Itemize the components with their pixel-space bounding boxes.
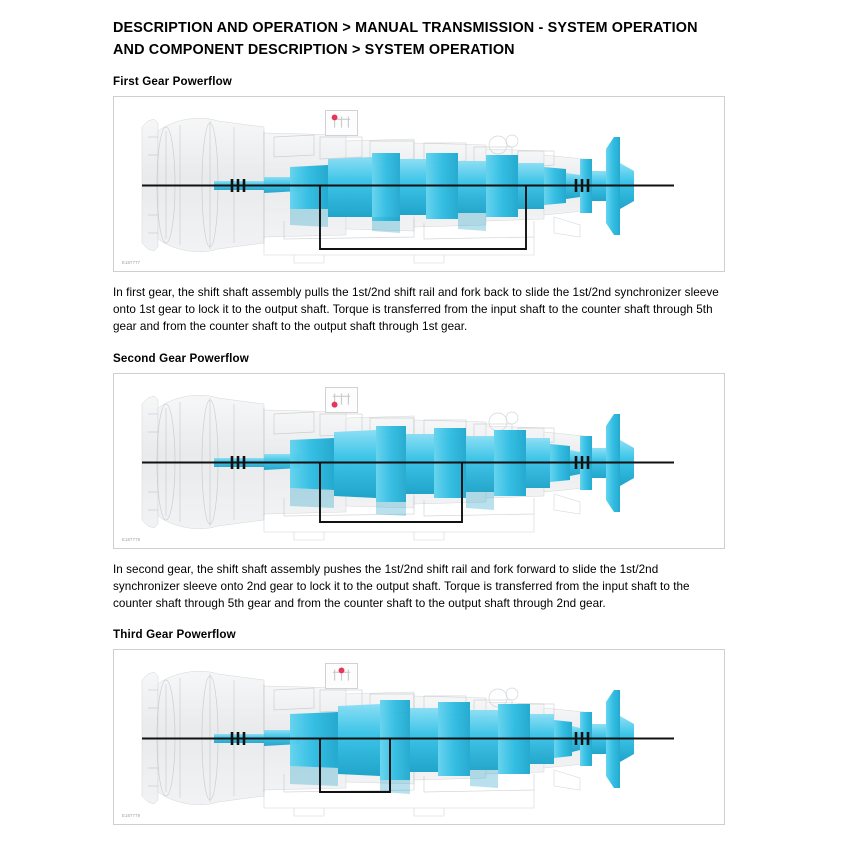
shift-pattern-third-gear-icon xyxy=(325,663,358,689)
gear-position-dot xyxy=(332,115,338,121)
page-title-second-gear: Second Gear Powerflow xyxy=(113,351,249,365)
shift-pattern-glyph-first xyxy=(326,111,357,135)
transmission-cutaway-illustration-second xyxy=(114,374,725,549)
figure-id-label: E187778 xyxy=(122,536,141,542)
figure-image-second-gear xyxy=(114,374,724,548)
figure-id-label: E187777 xyxy=(122,259,141,265)
transmission-cutaway-illustration-third xyxy=(114,650,725,825)
figure-image-first-gear xyxy=(114,97,724,271)
section-first-gear xyxy=(113,75,725,336)
page-title-third-gear: Third Gear Powerflow xyxy=(113,628,236,642)
figure-first-gear-powerflow xyxy=(113,96,725,272)
gear-position-dot xyxy=(332,401,338,407)
paragraph-first-gear: In first gear, the shift shaft assembly pulls the 1st/2nd shift rail and fork back to slide the 1st/2nd synchronizer sleeve onto 1st gear to lock it to the output shaft. Torque is transferred from the input shaft to the counter shaft through 5th gear and from the counter shaft to the output shaft through 1st gear. xyxy=(113,286,719,334)
page-title-first-gear: First Gear Powerflow xyxy=(113,75,232,88)
shift-pattern-glyph-second xyxy=(326,388,357,412)
figure-third-gear-powerflow xyxy=(113,649,725,825)
section-third-gear xyxy=(113,628,725,825)
figure-image-third-gear xyxy=(114,650,724,824)
shift-pattern-first-gear-icon xyxy=(325,110,358,136)
paragraph-second-gear: In second gear, the shift shaft assembly pushes the 1st/2nd shift rail and fork forward to slide the 1st/2nd synchronizer sleeve onto 2nd gear to lock it to the output shaft. Torque is transferred from the input shaft to the counter shaft through 5th gear and from the counter shaft to the output shaft through 2nd gear. xyxy=(113,562,690,611)
figure-second-gear-powerflow xyxy=(113,373,725,549)
shift-pattern-second-gear-icon xyxy=(325,387,358,413)
transmission-cutaway-illustration-first xyxy=(114,97,725,272)
section-second-gear xyxy=(113,352,725,613)
shift-pattern-glyph-third xyxy=(326,664,357,688)
breadcrumb: DESCRIPTION AND OPERATION > MANUAL TRANSMISSION - SYSTEM OPERATION AND COMPONENT DESCRIPTION > SYSTEM OPERATION xyxy=(113,20,698,58)
gear-position-dot xyxy=(339,668,345,674)
figure-id-label: E187779 xyxy=(122,812,141,819)
